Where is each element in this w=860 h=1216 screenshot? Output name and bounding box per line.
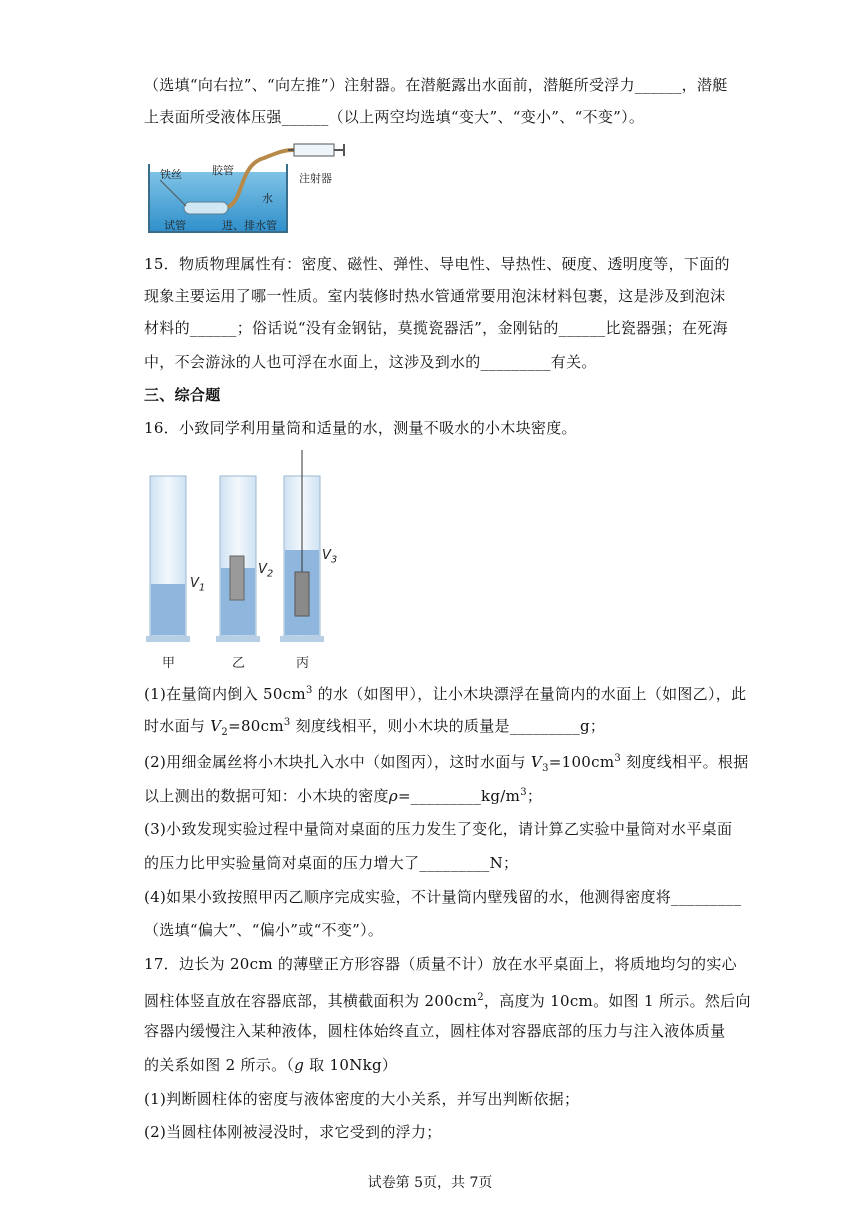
q16-part3-line-1: (3)小致发现实验过程中量筒对桌面的压力发生了变化，请计算乙实验中量筒对水平桌面	[144, 820, 733, 838]
q16-part4-line-2: （选填“偏大”、“偏小”或“不变”）。	[144, 921, 384, 939]
q15-text-line-3: 材料的______；俗话说“没有金钢钻，莫揽瓷器活”，金刚钻的______比瓷器强；在死海	[144, 319, 728, 337]
q16-intro: 16．小致同学利用量筒和适量的水，测量不吸水的小木块密度。	[144, 419, 577, 437]
label-jia: 甲	[162, 656, 176, 671]
q17-text-line-2: 圆柱体竖直放在容器底部，其横截面积为 $200cm^2$，高度为 10cm。如图 1 所示。然后向	[144, 992, 751, 1010]
submarine-model-figure	[144, 140, 354, 236]
label-v2: $V_2$	[258, 562, 274, 580]
q17-part1: (1)判断圆柱体的密度与液体密度的大小关系，并写出判断依据；	[144, 1090, 580, 1108]
label-bing: 丙	[296, 656, 310, 671]
label-v3: $V_3$	[322, 548, 338, 566]
label-iron-wire: 铁丝	[160, 168, 182, 181]
q17-text-line-1: 17．边长为 20cm 的薄壁正方形容器（质量不计）放在水平桌面上，将质地均匀的实心	[144, 955, 737, 973]
q16-part3-line-2: 的压力比甲实验量筒对桌面的压力增大了_________N；	[144, 854, 519, 872]
q17-text-line-3: 容器内缓慢注入某种液体，圆柱体始终直立，圆柱体对容器底部的压力与注入液体质量	[144, 1022, 726, 1040]
q14-text-line-2: 上表面所受液体压强______（以上两空均选填“变大”、“变小”、“不变”）。	[144, 108, 645, 126]
page-footer: 试卷第 5页，共 7页	[367, 1175, 493, 1191]
q14-text-line-1: （选填“向右拉”、“向左推”）注射器。在潜艇露出水面前，潜艇所受浮力______，潜艇	[144, 76, 728, 94]
q15-text-line-1: 15．物质物理属性有：密度、磁性、弹性、导电性、导热性、硬度、透明度等，下面的	[144, 255, 730, 273]
label-test-tube: 试管	[164, 219, 186, 232]
q16-part2-line-1: (2)用细金属丝将小木块扎入水中（如图丙），这时水面与 $V_3=100cm^3$ 刻度线相平。根据	[144, 753, 749, 774]
q16-part2-line-2: 以上测出的数据可知：小木块的密度$\rho=\_\_\_\_\_\_\_\_\_kg/m^3$；	[144, 787, 543, 805]
label-yi: 乙	[232, 656, 246, 671]
q15-text-line-4: 中，不会游泳的人也可浮在水面上，这涉及到水的_________有关。	[144, 353, 597, 371]
q16-part1-line-1: (1)在量筒内倒入 $50cm^3$ 的水（如图甲），让小木块漂浮在量筒内的水面上（如图乙），此	[144, 685, 747, 703]
label-water: 水	[262, 192, 273, 205]
section-heading: 三、综合题	[144, 386, 221, 404]
label-rubber-tube: 胶管	[212, 164, 234, 177]
q17-text-line-4: 的关系如图 2 所示。（g 取 10Nkg）	[144, 1056, 398, 1074]
q16-part4-line-1: (4)如果小致按照甲丙乙顺序完成实验，不计量筒内壁残留的水，他测得密度将_________	[144, 888, 742, 906]
graduated-cylinders-figure	[144, 450, 354, 675]
label-v1: $V_1$	[190, 576, 206, 594]
label-syringe: 注射器	[299, 172, 332, 185]
label-inlet-outlet-pipe: 进、排水管	[222, 219, 277, 232]
q15-text-line-2: 现象主要运用了哪一性质。室内装修时热水管通常要用泡沫材料包裹，这是涉及到泡沫	[144, 287, 726, 305]
q17-part2: (2)当圆柱体刚被浸没时，求它受到的浮力；	[144, 1123, 442, 1141]
q16-part1-line-2: 时水面与 $V_2=80cm^3$ 刻度线相平，则小木块的质量是_________g；	[144, 717, 606, 738]
